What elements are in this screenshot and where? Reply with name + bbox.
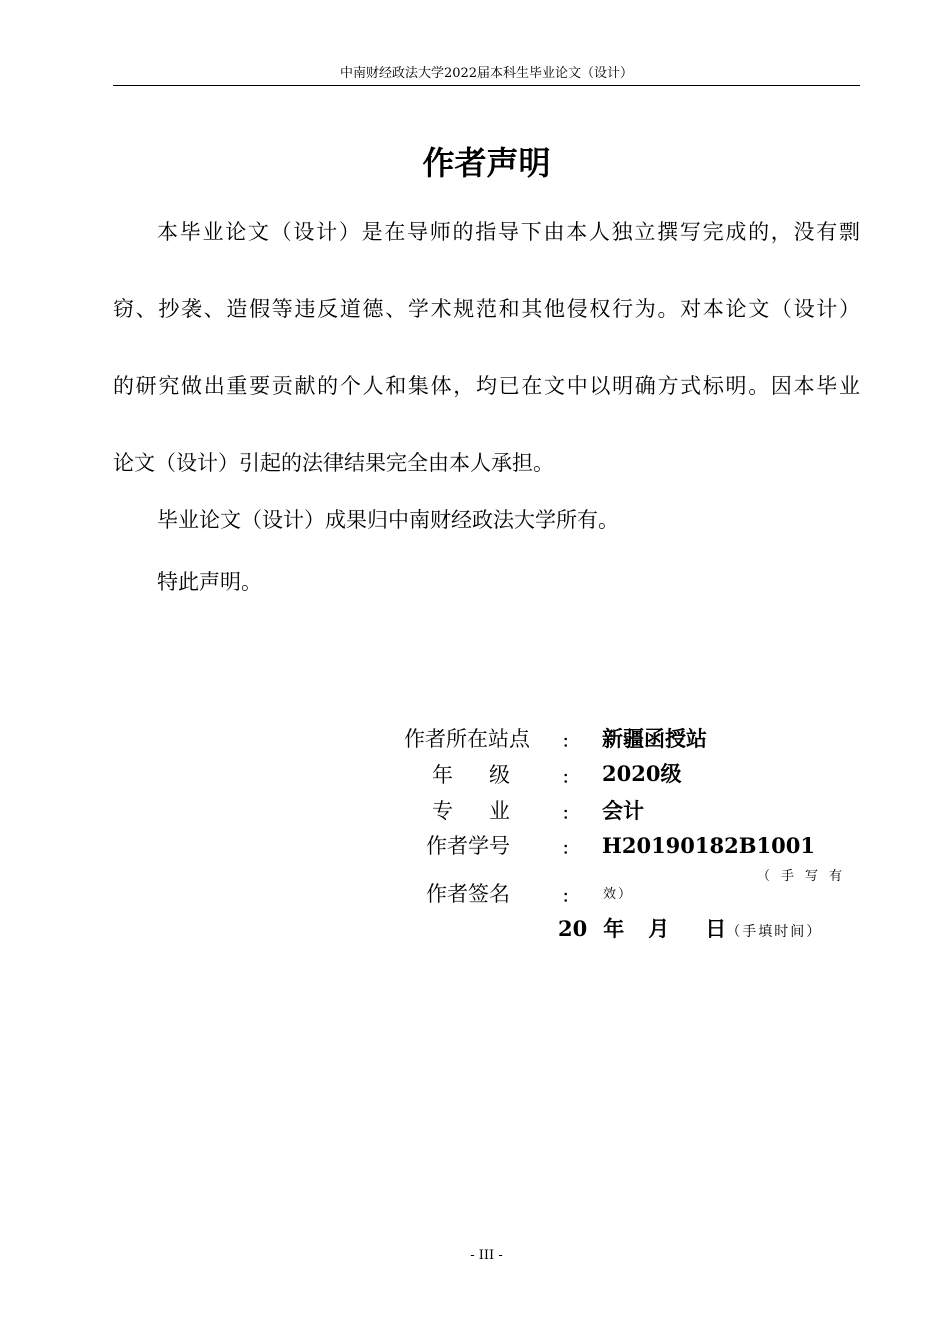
signature-note-line1: （手写有 xyxy=(757,869,854,884)
major-label-part1: 专 xyxy=(432,799,453,823)
declaration-paragraph xyxy=(113,218,860,477)
station-colon: ： xyxy=(562,732,579,751)
major-colon: ： xyxy=(562,804,579,823)
grade-label-part2: 级 xyxy=(489,763,510,787)
date-note: （手填时间） xyxy=(726,924,823,940)
signature-label: 作者签名 xyxy=(426,882,510,906)
date-line xyxy=(558,915,822,946)
date-year-char: 年 xyxy=(603,916,625,941)
closing-text: 特此声明。 xyxy=(157,570,262,594)
page-number: - III - xyxy=(470,1248,503,1263)
date-day-char: 日 xyxy=(705,916,727,941)
signature-colon: ： xyxy=(562,887,579,906)
date-year-prefix: 20 xyxy=(558,916,588,941)
closing-paragraph xyxy=(113,568,860,596)
date-month-char: 月 xyxy=(648,916,670,941)
student-id-label: 作者学号 xyxy=(426,834,510,858)
running-header: 中南财经政法大学2022届本科生毕业论文（设计） xyxy=(339,66,634,81)
declaration-line: 的研究做出重要贡献的个人和集体，均已在文中以明确方式标明。因本毕业 xyxy=(113,374,860,398)
student-id-colon: ： xyxy=(562,839,579,858)
student-id-value: H20190182B1001 xyxy=(602,833,815,858)
header-divider xyxy=(113,85,860,86)
declaration-line: 论文（设计）引起的法律结果完全由本人承担。 xyxy=(113,451,554,475)
station-label: 作者所在站点 xyxy=(404,727,530,751)
signature-note-line2: 效） xyxy=(603,887,634,902)
page-title: 作者声明 xyxy=(422,144,551,182)
ownership-paragraph xyxy=(113,506,860,534)
major-label-part2: 业 xyxy=(489,799,510,823)
grade-colon: ： xyxy=(562,768,579,787)
major-value: 会计 xyxy=(602,798,644,823)
station-value: 新疆函授站 xyxy=(602,726,707,751)
ownership-text: 毕业论文（设计）成果归中南财经政法大学所有。 xyxy=(157,508,619,532)
grade-value: 2020级 xyxy=(602,761,682,786)
declaration-line: 本毕业论文（设计）是在导师的指导下由本人独立撰写完成的，没有剽 xyxy=(157,220,860,244)
grade-label-part1: 年 xyxy=(432,763,453,787)
declaration-line: 窃、抄袭、造假等违反道德、学术规范和其他侵权行为。对本论文（设计） xyxy=(113,297,860,321)
